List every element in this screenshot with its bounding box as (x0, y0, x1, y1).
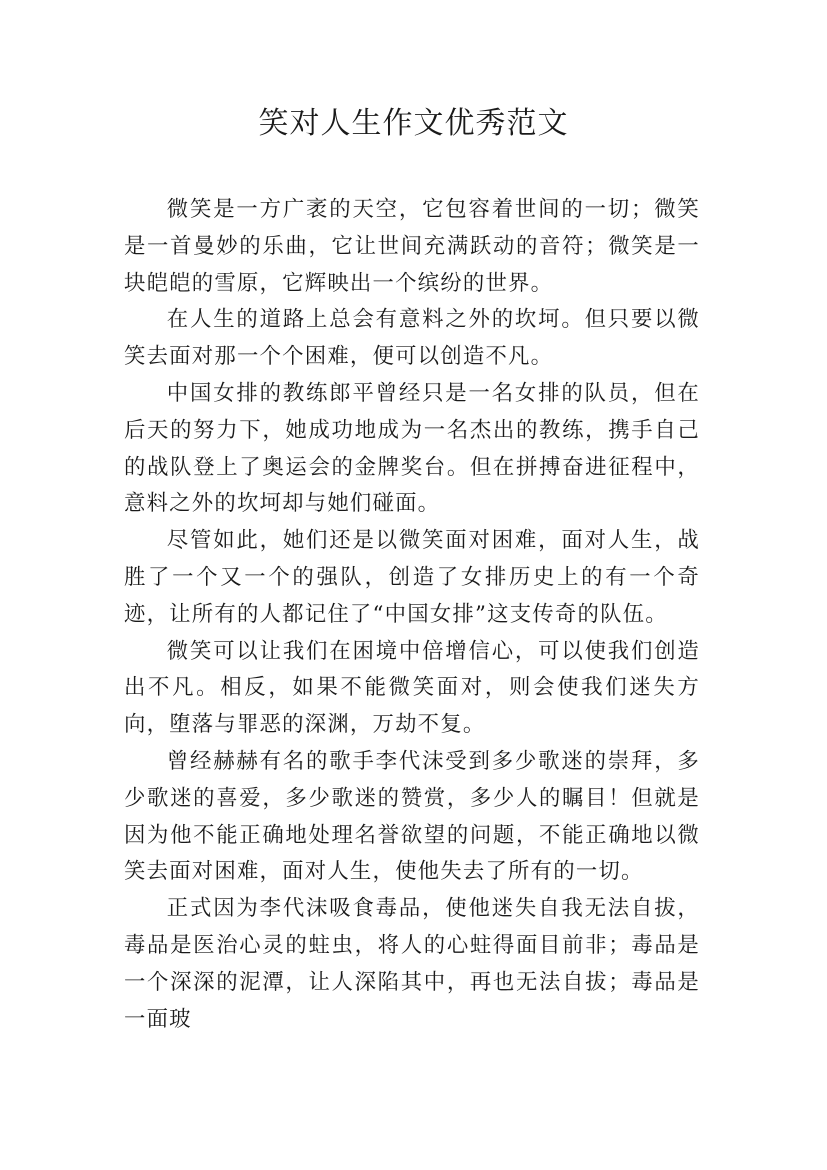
paragraph-2: 在人生的道路上总会有意料之外的坎坷。但只要以微笑去面对那一个个困难，便可以创造不凡。 (124, 307, 700, 370)
document-body (124, 192, 700, 1038)
paragraph-7: 正式因为李代沫吸食毒品，使他迷失自我无法自拔，毒品是医治心灵的蛀虫，将人的心蛀得面目前非；毒品是一个深深的泥潭，让人深陷其中，再也无法自拔；毒品是一面玻 (124, 896, 700, 1032)
paragraph-4: 尽管如此，她们还是以微笑面对困难，面对人生，战胜了一个又一个的强队，创造了女排历史上的有一个奇迹，让所有的人都记住了“中国女排”这支传奇的队伍。 (124, 528, 700, 627)
paragraph-5: 微笑可以让我们在困境中倍增信心，可以使我们创造出不凡。相反，如果不能微笑面对，则会使我们迷失方向，堕落与罪恶的深渊，万劫不复。 (124, 638, 700, 738)
page-title: 笑对人生作文优秀范文 (258, 106, 569, 141)
paragraph-6: 曾经赫赫有名的歌手李代沫受到多少歌迷的崇拜，多少歌迷的喜爱，多少歌迷的赞赏，多少人的瞩目！但就是因为他不能正确地处理名誉欲望的问题，不能正确地以微笑去面对困难，面对人生，使他失去了所有的一切。 (124, 748, 700, 885)
paragraph-3: 中国女排的教练郎平曾经只是一名女排的队员，但在后天的努力下，她成功地成为一名杰出的教练，携手自己的战队登上了奥运会的金牌奖台。但在拼搏奋进征程中，意料之外的坎坷却与她们碰面。 (124, 380, 700, 517)
paragraph-1: 微笑是一方广袤的天空，它包容着世间的一切；微笑是一首曼妙的乐曲，它让世间充满跃动的音符；微笑是一块皑皑的雪原，它辉映出一个缤纷的世界。 (124, 197, 700, 296)
